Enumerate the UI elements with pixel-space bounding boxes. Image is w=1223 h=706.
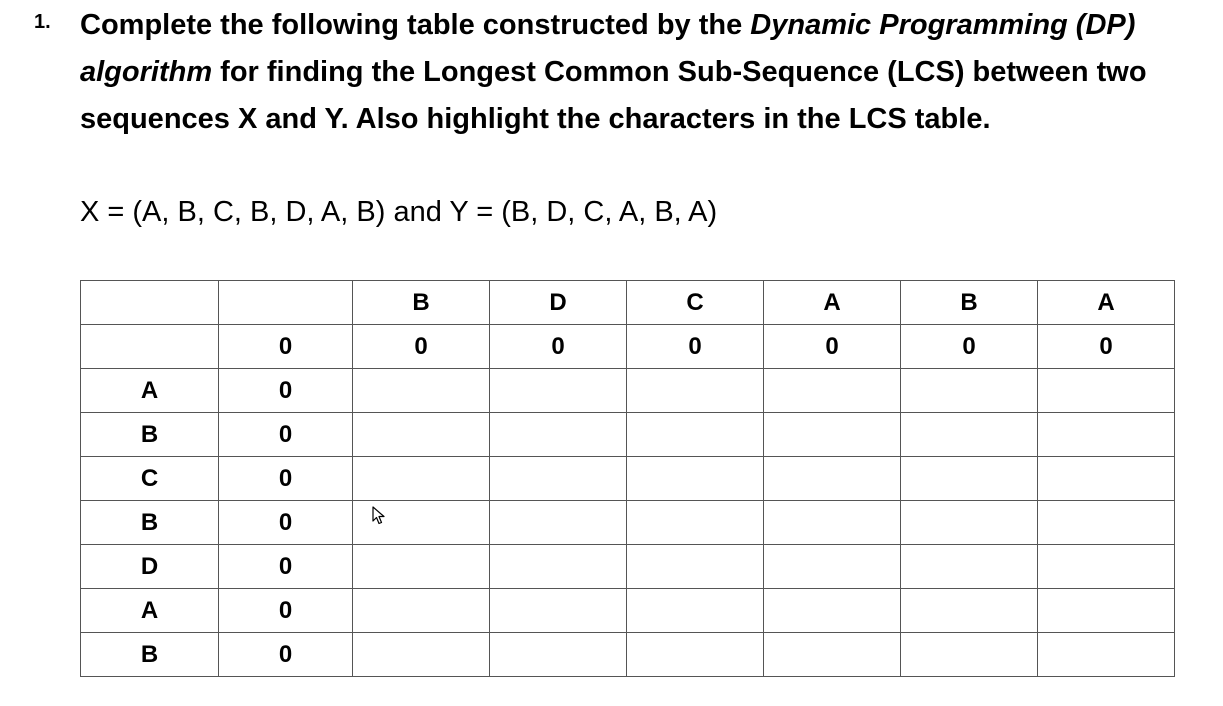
row-label: A xyxy=(81,369,219,413)
empty-table-cell[interactable] xyxy=(490,413,627,457)
table-cell: 0 xyxy=(901,325,1038,369)
empty-table-cell[interactable] xyxy=(353,413,490,457)
lcs-table xyxy=(80,280,1175,677)
question-text xyxy=(80,2,1190,143)
empty-table-cell[interactable] xyxy=(627,369,764,413)
table-cell: 0 xyxy=(219,501,353,545)
empty-table-cell[interactable] xyxy=(490,457,627,501)
table-row xyxy=(81,589,1175,633)
row-label: C xyxy=(81,457,219,501)
empty-table-cell[interactable] xyxy=(1038,413,1175,457)
row-label: D xyxy=(81,545,219,589)
lcs-table-body xyxy=(81,281,1175,677)
table-cell: A xyxy=(1038,281,1175,325)
question-text-italic: Dynamic Programming (DP) algorithm xyxy=(80,9,1136,88)
empty-table-cell[interactable] xyxy=(901,633,1038,677)
table-cell: 0 xyxy=(219,457,353,501)
table-cell: 0 xyxy=(627,325,764,369)
row-label: A xyxy=(81,589,219,633)
empty-table-cell[interactable] xyxy=(901,369,1038,413)
table-cell: 0 xyxy=(219,545,353,589)
empty-table-cell[interactable] xyxy=(764,369,901,413)
sequences-definition: X = (A, B, C, B, D, A, B) and Y = (B, D, C, A, B, A) xyxy=(80,196,718,228)
table-cell: 0 xyxy=(1038,325,1175,369)
empty-table-cell[interactable] xyxy=(490,501,627,545)
empty-table-cell[interactable] xyxy=(764,633,901,677)
empty-table-cell[interactable] xyxy=(353,369,490,413)
empty-table-cell[interactable] xyxy=(627,457,764,501)
empty-table-cell[interactable] xyxy=(1038,369,1175,413)
table-cell: B xyxy=(901,281,1038,325)
empty-table-cell[interactable] xyxy=(490,589,627,633)
question-number: 1. xyxy=(34,11,51,33)
empty-table-cell[interactable] xyxy=(901,457,1038,501)
empty-table-cell[interactable] xyxy=(1038,633,1175,677)
empty-table-cell[interactable] xyxy=(1038,457,1175,501)
table-row xyxy=(81,633,1175,677)
table-cell: 0 xyxy=(219,413,353,457)
empty-table-cell[interactable] xyxy=(901,413,1038,457)
header-row xyxy=(81,281,1175,325)
empty-table-cell[interactable] xyxy=(764,457,901,501)
table-cell: 0 xyxy=(764,325,901,369)
mouse-pointer-icon xyxy=(372,506,388,526)
empty-table-cell[interactable] xyxy=(490,633,627,677)
table-cell: D xyxy=(490,281,627,325)
empty-table-cell[interactable] xyxy=(901,545,1038,589)
empty-table-cell[interactable] xyxy=(627,633,764,677)
empty-table-cell[interactable] xyxy=(353,457,490,501)
table-cell: C xyxy=(627,281,764,325)
empty-table-cell[interactable] xyxy=(627,413,764,457)
empty-table-cell[interactable] xyxy=(353,589,490,633)
table-cell: 0 xyxy=(219,633,353,677)
empty-table-cell[interactable] xyxy=(353,545,490,589)
empty-table-cell[interactable] xyxy=(627,545,764,589)
empty-table-cell[interactable] xyxy=(1038,501,1175,545)
table-cell: 0 xyxy=(219,589,353,633)
table-cell xyxy=(81,281,219,325)
table-cell xyxy=(219,281,353,325)
empty-table-cell[interactable] xyxy=(353,633,490,677)
table-row xyxy=(81,501,1175,545)
row-label: B xyxy=(81,413,219,457)
empty-table-cell[interactable] xyxy=(764,589,901,633)
table-row xyxy=(81,369,1175,413)
table-row xyxy=(81,457,1175,501)
empty-table-cell[interactable] xyxy=(764,501,901,545)
table-cell: 0 xyxy=(219,369,353,413)
zero-row xyxy=(81,325,1175,369)
empty-table-cell[interactable] xyxy=(764,545,901,589)
empty-table-cell[interactable] xyxy=(490,369,627,413)
table-cell xyxy=(81,325,219,369)
table-cell: 0 xyxy=(219,325,353,369)
question-text-part2: for finding the Longest Common Sub-Sequence (LCS) between two sequences X and Y. Also highlight the characters in the LCS table. xyxy=(80,56,1147,135)
row-label: B xyxy=(81,633,219,677)
empty-table-cell[interactable] xyxy=(490,545,627,589)
table-row xyxy=(81,413,1175,457)
empty-table-cell[interactable] xyxy=(627,501,764,545)
row-label: B xyxy=(81,501,219,545)
question-text-part1: Complete the following table constructed by the xyxy=(80,9,751,41)
table-row xyxy=(81,545,1175,589)
table-cell: 0 xyxy=(353,325,490,369)
table-cell: A xyxy=(764,281,901,325)
table-cell: B xyxy=(353,281,490,325)
empty-table-cell[interactable] xyxy=(901,501,1038,545)
table-cell: 0 xyxy=(490,325,627,369)
empty-table-cell[interactable] xyxy=(901,589,1038,633)
empty-table-cell[interactable] xyxy=(627,589,764,633)
empty-table-cell[interactable] xyxy=(1038,589,1175,633)
empty-table-cell[interactable] xyxy=(764,413,901,457)
empty-table-cell[interactable] xyxy=(1038,545,1175,589)
